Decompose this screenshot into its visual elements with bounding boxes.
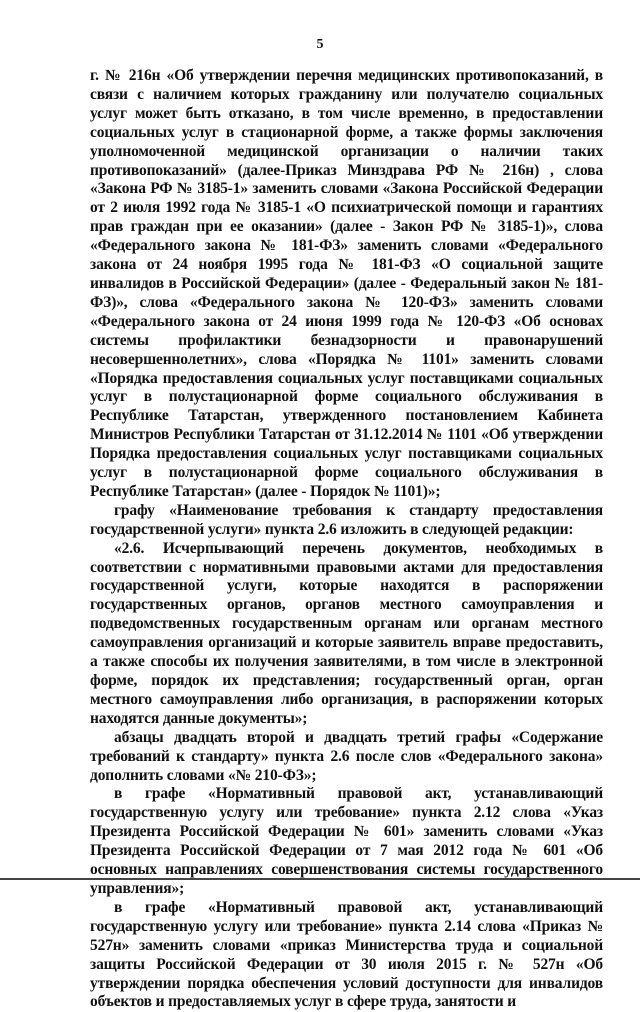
paragraph-continuation: г. № 216н «Об утверждении перечня медицинских противопоказаний, в связи с наличием которых гражданину или получателю социальных услуг может быть отказано, в том числе временно, в предоставлении социальных услуг в стационарной форме, а также формы заключения уполномоченной медицинской организации о наличии таких противопоказаний» (далее-Приказ Минздрава РФ № 216н) , слова «Закона РФ № 3185-1» заменить словами «Закона Российской Федерации от 2 июля 1992 года № 3185-1 «О психиатрической помощи и гарантиях прав граждан при ее оказании» (далее - Закон РФ № 3185-1)», слова «Федерального закона № 181-ФЗ» заменить словами «Федерального закона от 24 ноября 1995 года № 181-ФЗ «О социальной защите инвалидов в Российской Федерации» (далее - Федеральный закон № 181-ФЗ)», слова «Федерального закона № 120-ФЗ» заменить словами «Федерального закона от 24 июня 1999 года № 120-ФЗ «Об основах системы профилактики безнадзорности и правонарушений несовершеннолетних», слова «Порядка № 1101» заменить словами «Порядка предоставления социальных услуг поставщиками социальных услуг в полустационарной форме социального обслуживания в Республике Татарстан, утвержденного постановлением Кабинета Министров Республики Татарстан от 31.12.2014 № 1101 «Об утверждении Порядка предоставления социальных услуг поставщиками социальных услуг в полустационарной форме социального обслуживания в Республике Татарстан» (далее - Порядок № 1101)»; bbox=[90, 67, 603, 500]
page-bottom-divider bbox=[0, 878, 640, 880]
paragraph-section-2-6-addition: абзацы двадцать второй и двадцать третий графы «Содержание требований к стандарту» пункта 2.6 после слов «Федерального закона» дополнить словами «№ 210-ФЗ»; bbox=[90, 728, 603, 784]
document-body bbox=[90, 67, 603, 1012]
paragraph-section-2-6-title: графу «Наименование требования к стандарту предоставления государственной услуги» пункта 2.6 изложить в следующей редакции: bbox=[90, 501, 603, 538]
paragraph-section-2-12: в графе «Нормативный правовой акт, устанавливающий государственную услугу или требование» пункта 2.12 слова «Указ Президента Российской Федерации № 601» заменить словами «Указ Президента Российской Федерации от 7 мая 2012 года № 601 «Об основных направлениях совершенствования системы государственного управления»; bbox=[90, 785, 603, 897]
paragraph-section-2-6-text: «2.6. Исчерпывающий перечень документов, необходимых в соответствии с нормативными правовыми актами для предоставления государственной услуги, которые находятся в распоряжении государственных органов, органов местного самоуправления и подведомственных государственным органам или органам местного самоуправления организаций и которые заявитель вправе предоставить, а также способы их получения заявителями, в том числе в электронной форме, порядок их представления; государственный орган, орган местного самоуправления либо организация, в распоряжении которых находятся данные документы»; bbox=[90, 539, 603, 727]
page-number: 5 bbox=[316, 37, 324, 52]
paragraph-section-2-14: в графе «Нормативный правовой акт, устанавливающий государственную услугу или требование» пункта 2.14 слова «Приказ № 527н» заменить словами «приказ Министерства труда и социальной защиты Российской Федерации от 30 июля 2015 г. № 527н «Об утверждении порядка обеспечения условий доступности для инвалидов объектов и предоставляемых услуг в сфере труда, занятости и bbox=[90, 898, 603, 1011]
